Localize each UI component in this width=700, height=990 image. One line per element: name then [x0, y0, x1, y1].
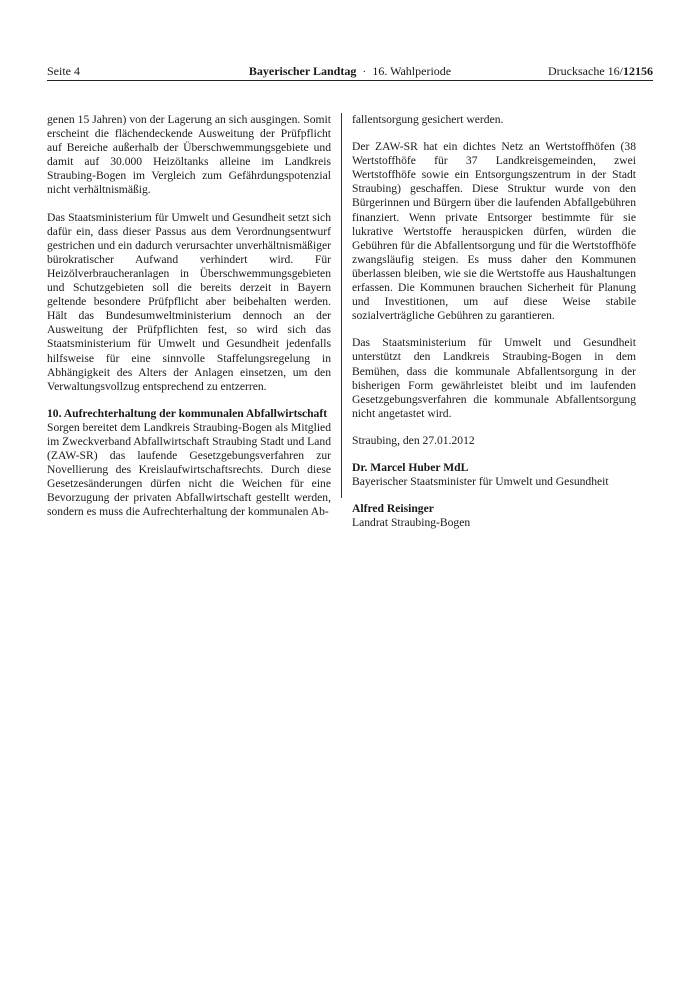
- paragraph: Der ZAW-SR hat ein dichtes Netz an Wertstoffhöfen (38 Wertstoffhöfe für 37 Landkreisgemeinden, zwei Wertstoffhöfe sowie ein Entsorgungszentrum in der Stadt Straubing) geschaffen. Diese Struktur wurde von den Bürgerinnen und Bürgern über die laufenden Abfallgebühren finanziert. Wenn private Entsorger bestimmte für sie lukrative Wertstoffe herauspicken dürfen, würden die Gebühren für die Abfallentsorgung und für die Wertstoffhöfe zwangsläufig steigen. Es muss daher den Kommunen überlassen bleiben, wie sie die Wertstoffe aus Haushaltungen erfassen. Die Kommunen brauchen Sicherheit für Planung und Investitionen, um auf diese Weise stabile sozialverträgliche Gebühren zu garantieren.: [352, 140, 636, 323]
- left-column: [47, 113, 331, 533]
- column-divider: [341, 113, 342, 498]
- section-title: 10. Aufrechterhaltung der kommunalen Abfallwirtschaft: [47, 406, 328, 420]
- document-prefix: Drucksache 16/: [548, 64, 623, 78]
- paragraph: Sorgen bereitet dem Landkreis Straubing-Bogen als Mitglied im Zweckverband Abfallwirtschaft Straubing Stadt und Land (ZAW-SR) das laufende Gesetzgebungsverfahren zur Novellierung des Kreislaufwirtschaftsrechts. Durch diese Gesetzesänderungen dürfen nicht die Weichen für eine Bevorzugung der privaten Abfallwirtschaft gestellt werden, sondern es muss die Aufrechterhaltung der kommunalen Ab-: [47, 420, 331, 519]
- signer-role: Landrat Straubing-Bogen: [352, 516, 471, 530]
- right-column: [352, 113, 636, 543]
- document-reference: [548, 63, 653, 79]
- parliament-name: Bayerischer Landtag: [248, 64, 357, 78]
- document-number: 12156: [623, 64, 653, 78]
- paragraph: Das Staatsministerium für Umwelt und Gesundheit unterstützt den Landkreis Straubing-Bogen in dem Bemühen, dass die kommunale Abfallentsorgung in der bisherigen Form gewährleistet bleibt und im laufenden Gesetzgebungsverfahren die kommunale Abfallentsorgung nicht angetastet wird.: [352, 336, 636, 420]
- signer-role: Bayerischer Staatsminister für Umwelt und Gesundheit: [352, 475, 609, 489]
- signer-name: Dr. Marcel Huber MdL: [352, 460, 469, 474]
- paragraph: Das Staatsministerium für Umwelt und Gesundheit setzt sich dafür ein, dass dieser Passus aus dem Verordnungsentwurf gestrichen und ein dadurch verursachter unverhältnismäßiger bürokratischer Aufwand verhindert wird. Für Heizölverbraucheranlagen in Überschwemmungsgebieten und Schutzgebieten soll die bereits derzeit in Bayern geltende besondere Prüfpflicht aber beibehalten werden. Hält das Bundesumweltministerium dennoch an der Ausweitung der Prüfpflichten fest, so wird sich das Staatsministerium für Umwelt und Gesundheit jedenfalls hilfsweise für eine sinnvolle Staffelungsregelung in Abhängigkeit des Alters der Anlagen einsetzen, um den Verwaltungsvollzug entsprechend zu entzerren.: [47, 210, 331, 393]
- legislative-period: 16. Wahlperiode: [372, 64, 452, 78]
- date-line: Straubing, den 27.01.2012: [352, 433, 475, 447]
- page-number: Seite 4: [47, 64, 80, 78]
- page-header: [47, 63, 653, 79]
- signer-name: Alfred Reisinger: [352, 502, 434, 516]
- header-rule: [47, 80, 653, 81]
- paragraph: genen 15 Jahren) von der Lagerung an sich ausgingen. Somit erscheint die flächendeckende Ausweitung der Prüfpflicht auf Bereiche außerhalb der Überschwemmungsgebiete und damit auf 30.000 Heizöltanks alleine im Landkreis Straubing-Bogen im Vergleich zum Gefährdungspotenzial nicht verhältnismäßig.: [47, 113, 331, 197]
- header-separator: ·: [362, 64, 367, 78]
- paragraph: fallentsorgung gesichert werden.: [352, 113, 504, 126]
